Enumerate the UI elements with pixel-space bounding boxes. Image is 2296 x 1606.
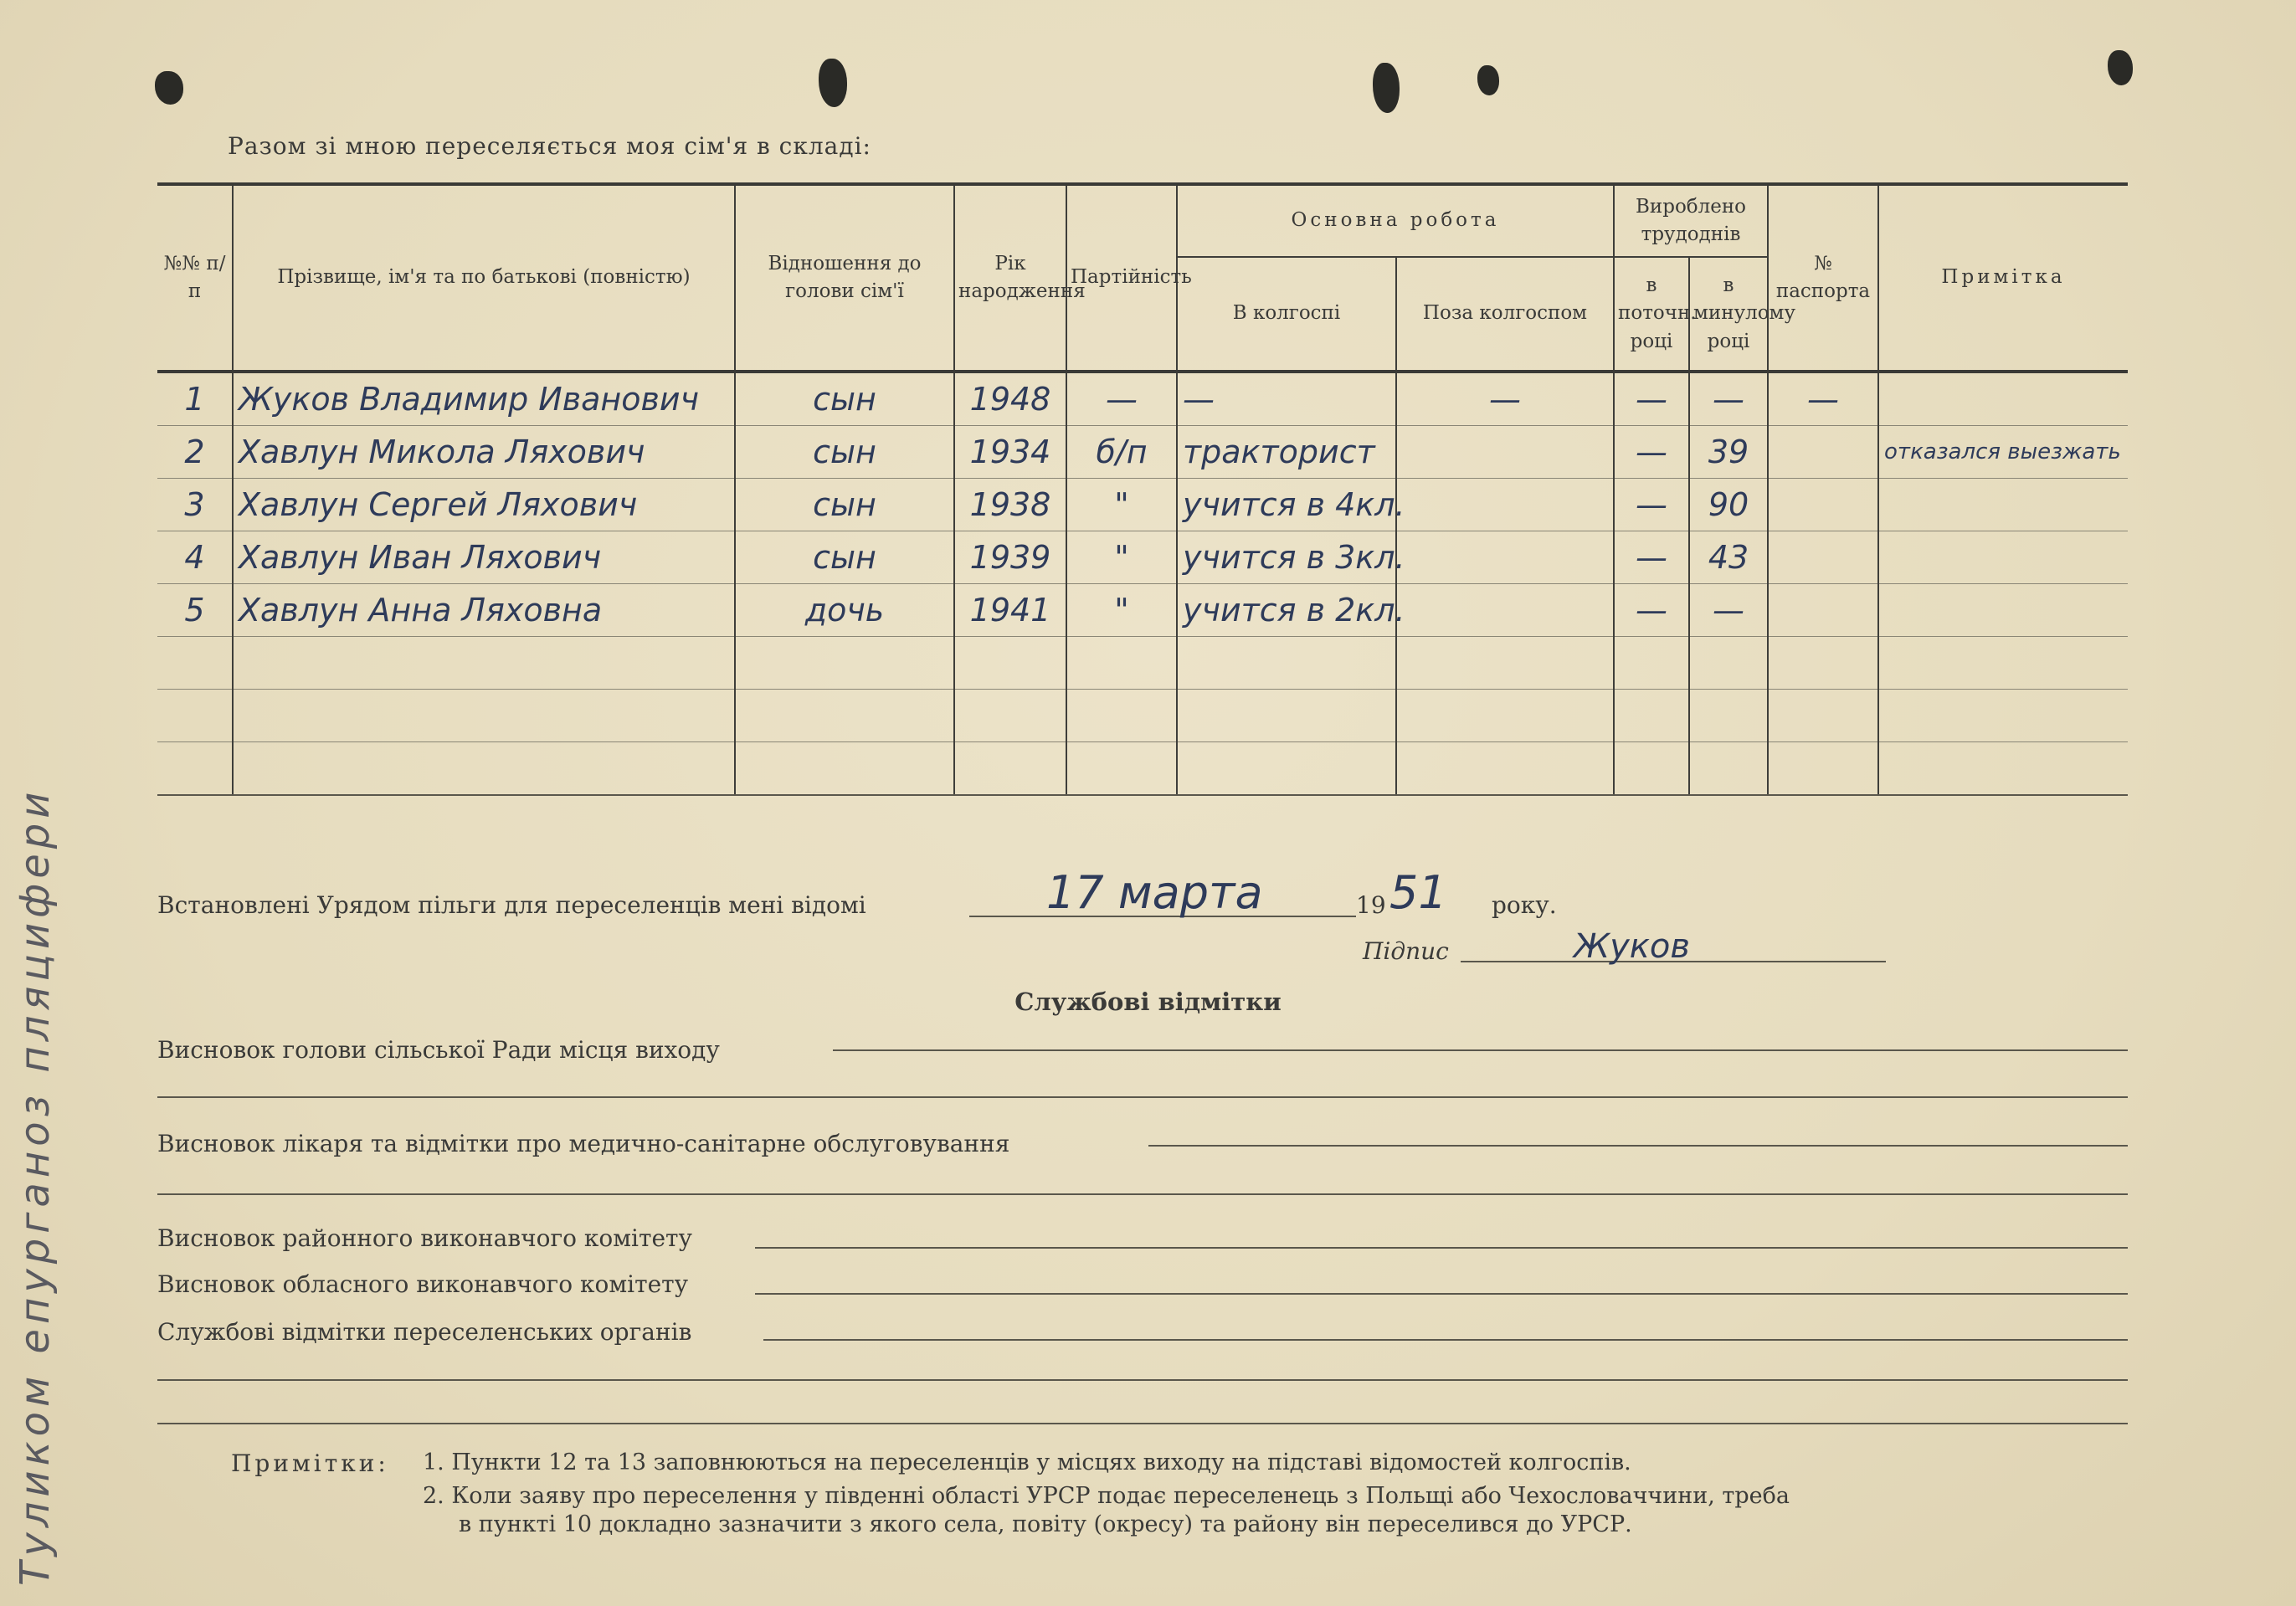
member-workdays-last: 43 — [1689, 531, 1768, 584]
member-birth-year: 1934 — [954, 426, 1066, 479]
member-work-outside — [1396, 637, 1614, 690]
header-work-outside: Поза колгоспом — [1396, 257, 1614, 372]
member-birth-year: 1941 — [954, 584, 1066, 637]
member-relation: сын — [735, 479, 954, 531]
member-work-kolhosp — [1177, 742, 1396, 796]
member-work-outside — [1396, 479, 1614, 531]
table-row — [157, 372, 2128, 426]
table-row — [157, 637, 2128, 690]
member-relation: сын — [735, 426, 954, 479]
member-birth-year: 1938 — [954, 479, 1066, 531]
member-birth-year: 1948 — [954, 372, 1066, 426]
header-main-work: Основна робота — [1177, 184, 1614, 257]
member-work-outside — [1396, 531, 1614, 584]
member-party: б/п — [1066, 426, 1177, 479]
member-work-kolhosp — [1177, 637, 1396, 690]
row-num — [157, 742, 233, 796]
doctor-line-2 — [157, 1193, 2128, 1195]
member-passport — [1768, 584, 1878, 637]
notes-item-2-line-2: в пункті 10 докладно зазначити з якого села, повіту (окресу) та району він переселився до УРСР. — [459, 1511, 1632, 1537]
village-council-line — [833, 1049, 2128, 1051]
member-name: Хавлун Сергей Ляхович — [233, 479, 735, 531]
member-work-kolhosp: — — [1177, 372, 1396, 426]
member-birth-year — [954, 690, 1066, 742]
member-note — [1878, 479, 2128, 531]
row-num: 5 — [157, 584, 233, 637]
member-workdays-last — [1689, 742, 1768, 796]
official-marks-title: Службові відмітки — [1014, 988, 1282, 1016]
district-line — [755, 1247, 2128, 1249]
member-relation — [735, 637, 954, 690]
punch-hole — [1373, 63, 1400, 113]
member-note — [1878, 372, 2128, 426]
table-row — [157, 742, 2128, 796]
header-passport: № паспорта — [1768, 184, 1878, 372]
member-passport — [1768, 426, 1878, 479]
member-name: Хавлун Микола Ляхович — [233, 426, 735, 479]
village-council-line-2 — [157, 1096, 2128, 1098]
year-handwritten: 51 — [1389, 866, 1447, 919]
header-workdays: Вироблено трудоднів — [1614, 184, 1768, 257]
member-workdays-last — [1689, 690, 1768, 742]
member-work-kolhosp — [1177, 690, 1396, 742]
doctor-line — [1148, 1145, 2128, 1147]
table-row — [157, 531, 2128, 584]
member-party: — — [1066, 372, 1177, 426]
member-passport — [1768, 742, 1878, 796]
member-workdays-last: — — [1689, 372, 1768, 426]
header-workdays-current: в поточн. році — [1614, 257, 1689, 372]
member-name: Хавлун Анна Ляховна — [233, 584, 735, 637]
member-name — [233, 690, 735, 742]
punch-hole — [155, 71, 183, 105]
member-birth-year — [954, 637, 1066, 690]
member-workdays-current — [1614, 690, 1689, 742]
header-num: №№ п/п — [157, 184, 233, 372]
member-workdays-last: — — [1689, 584, 1768, 637]
member-relation: сын — [735, 531, 954, 584]
member-note — [1878, 531, 2128, 584]
table-row — [157, 690, 2128, 742]
header-work-kolhosp: В колгоспі — [1177, 257, 1396, 372]
doctor-label: Висновок лікаря та відмітки про медично-санітарне обслуговування — [157, 1130, 1010, 1157]
member-work-outside: — — [1396, 372, 1614, 426]
member-passport — [1768, 690, 1878, 742]
header-workdays-last: в минулому році — [1689, 257, 1768, 372]
member-passport — [1768, 479, 1878, 531]
date-handwritten: 17 марта — [1046, 866, 1263, 919]
member-note — [1878, 690, 2128, 742]
member-workdays-current: — — [1614, 426, 1689, 479]
member-workdays-last — [1689, 637, 1768, 690]
row-num: 3 — [157, 479, 233, 531]
punch-hole — [2108, 50, 2133, 85]
member-work-kolhosp: учится в 4кл. — [1177, 479, 1396, 531]
member-work-outside — [1396, 426, 1614, 479]
member-work-outside — [1396, 690, 1614, 742]
header-note: Примітка — [1878, 184, 2128, 372]
family-table — [157, 182, 2128, 796]
member-party — [1066, 637, 1177, 690]
header-party: Партійність — [1066, 184, 1177, 372]
member-name — [233, 637, 735, 690]
punch-hole — [819, 59, 847, 107]
member-note — [1878, 637, 2128, 690]
row-num — [157, 690, 233, 742]
member-passport: — — [1768, 372, 1878, 426]
year-suffix: року. — [1492, 891, 1557, 919]
member-relation — [735, 742, 954, 796]
member-workdays-last: 39 — [1689, 426, 1768, 479]
member-work-kolhosp: учится в 3кл. — [1177, 531, 1396, 584]
member-passport — [1768, 637, 1878, 690]
member-work-kolhosp: учится в 2кл. — [1177, 584, 1396, 637]
table-row — [157, 426, 2128, 479]
notes-label: Примітки: — [231, 1450, 389, 1477]
member-passport — [1768, 531, 1878, 584]
member-name: Жуков Владимир Иванович — [233, 372, 735, 426]
benefits-label: Встановлені Урядом пільги для переселенців мені відомі — [157, 891, 866, 919]
district-label: Висновок районного виконавчого комітету — [157, 1224, 693, 1252]
member-workdays-current: — — [1614, 479, 1689, 531]
row-num: 1 — [157, 372, 233, 426]
regional-line — [755, 1293, 2128, 1295]
notes-item-1: 1. Пункти 12 та 13 заповнюються на переселенців у місцях виходу на підставі відомостей колгоспів. — [423, 1450, 1631, 1475]
member-party: " — [1066, 584, 1177, 637]
member-relation: дочь — [735, 584, 954, 637]
member-relation: сын — [735, 372, 954, 426]
member-workdays-current: — — [1614, 372, 1689, 426]
member-birth-year — [954, 742, 1066, 796]
table-row — [157, 479, 2128, 531]
header-birth-year: Рік народження — [954, 184, 1066, 372]
row-num — [157, 637, 233, 690]
year-prefix: 19 — [1356, 891, 1386, 919]
member-workdays-current — [1614, 742, 1689, 796]
notes-item-2-line-1: 2. Коли заяву про переселення у південні області УРСР подає переселенець з Польщі або Чехословаччини, треба — [423, 1483, 1790, 1509]
member-party: " — [1066, 479, 1177, 531]
header-relation: Відношення до голови сім'ї — [735, 184, 954, 372]
member-name: Хавлун Иван Ляхович — [233, 531, 735, 584]
resettlement-line-3 — [157, 1423, 2128, 1424]
row-num: 2 — [157, 426, 233, 479]
village-council-label: Висновок голови сільської Ради місця виходу — [157, 1036, 720, 1064]
margin-handwritten-note: Туликом епурганоз пляцифери — [12, 787, 59, 1586]
member-workdays-current: — — [1614, 531, 1689, 584]
member-note — [1878, 584, 2128, 637]
member-name — [233, 742, 735, 796]
member-party: " — [1066, 531, 1177, 584]
member-workdays-current: — — [1614, 584, 1689, 637]
signature-label: Підпис — [1363, 937, 1449, 965]
member-work-kolhosp: тракторист — [1177, 426, 1396, 479]
member-work-outside — [1396, 584, 1614, 637]
resettlement-line — [763, 1339, 2128, 1341]
member-note: отказался выезжать — [1878, 426, 2128, 479]
row-num: 4 — [157, 531, 233, 584]
member-relation — [735, 690, 954, 742]
member-birth-year: 1939 — [954, 531, 1066, 584]
member-party — [1066, 690, 1177, 742]
member-work-outside — [1396, 742, 1614, 796]
member-note — [1878, 742, 2128, 796]
signature: Жуков — [1574, 927, 1690, 966]
member-party — [1066, 742, 1177, 796]
member-workdays-last: 90 — [1689, 479, 1768, 531]
member-workdays-current — [1614, 637, 1689, 690]
resettlement-label: Службові відмітки переселенських органів — [157, 1318, 692, 1346]
punch-hole — [1477, 65, 1499, 95]
family-intro: Разом зі мною переселяється моя сім'я в складі: — [228, 132, 871, 160]
resettlement-line-2 — [157, 1379, 2128, 1381]
table-row — [157, 584, 2128, 637]
regional-label: Висновок обласного виконавчого комітету — [157, 1270, 689, 1298]
header-name: Прізвище, ім'я та по батькові (повністю) — [233, 184, 735, 372]
